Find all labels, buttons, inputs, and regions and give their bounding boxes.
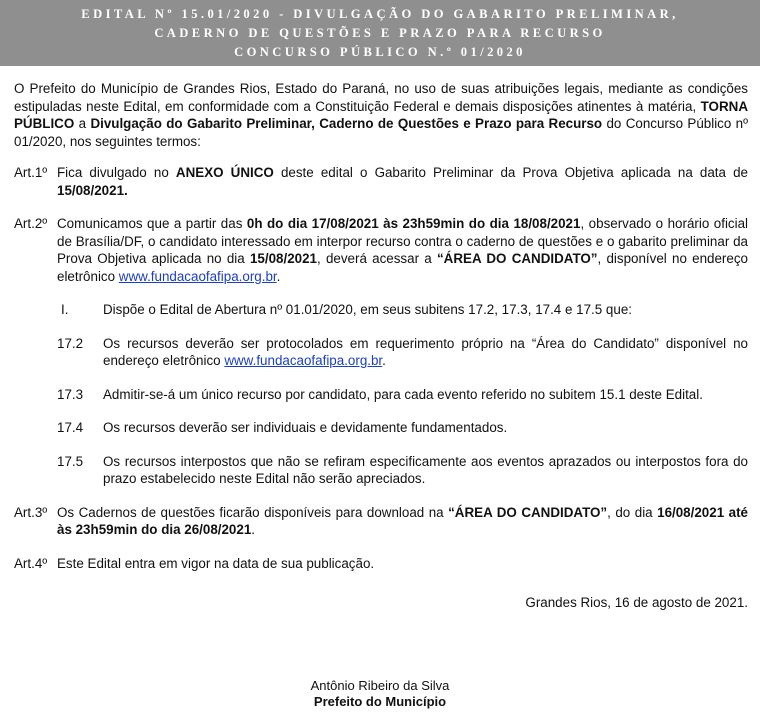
intro-text: do Concurso Público nº 01/2020, nos seguintes termos: bbox=[14, 116, 749, 149]
article-text-part: Fica divulgado no bbox=[57, 165, 176, 180]
fundacao-link[interactable]: www.fundacaofafipa.org.br bbox=[224, 353, 383, 368]
article-text-part: , observado o horário oficial de Brasília/DF, o candidato interessado em interpor recurso contra o caderno de questões e o gabarito preliminar da Prova Objetiva aplicada no dia bbox=[57, 216, 749, 266]
subitem-text: Dispõe o Edital de Abertura nº 01.01/2020, em seus subitens 17.2, 17.3, 17.4 e 17.5 que: bbox=[103, 302, 632, 317]
header-line-1: EDITAL Nº 15.01/2020 - DIVULGAÇÃO DO GABARITO PRELIMINAR, bbox=[81, 7, 679, 21]
article-text-part: deste edital o Gabarito Preliminar da Prova Objetiva aplicada na data de bbox=[273, 165, 748, 180]
fundacao-link[interactable]: www.fundacaofafipa.org.br bbox=[118, 268, 277, 284]
article-bold: “ÁREA DO CANDIDATO” bbox=[448, 504, 608, 520]
article-bold: ANEXO ÚNICO bbox=[175, 165, 274, 180]
article-text-part: Os Cadernos de questões ficarão disponíveis para download na bbox=[57, 504, 449, 520]
article-2 bbox=[14, 215, 748, 285]
subitem-17-5 bbox=[57, 453, 748, 488]
signature-block bbox=[0, 678, 760, 710]
subitem-text: Os recursos deverão ser individuais e devidamente fundamentados. bbox=[103, 420, 508, 435]
article-1 bbox=[14, 164, 748, 199]
subitem-text-part: . bbox=[382, 353, 386, 368]
article-number: Art.3º bbox=[14, 504, 48, 520]
subitem-text bbox=[103, 335, 748, 370]
subitem-number: 17.3 bbox=[57, 386, 84, 402]
article-number: Art.1º bbox=[14, 165, 48, 180]
subitem-number: 17.4 bbox=[57, 420, 84, 435]
article-bold: 15/08/2021. bbox=[57, 182, 128, 198]
article-3 bbox=[14, 504, 748, 539]
article-text bbox=[57, 164, 748, 199]
article-bold: “ÁREA DO CANDIDATO” bbox=[436, 251, 598, 266]
signatory-role: Prefeito do Município bbox=[313, 694, 447, 709]
subitem-17-3 bbox=[57, 386, 748, 404]
intro-bold: Divulgação do Gabarito Preliminar, Caderno de Questões e Prazo para Recurso bbox=[90, 116, 603, 131]
subitem-text: Admitir-se-á um único recurso por candidato, para cada evento referido no subitem 15.1 deste Edital. bbox=[103, 386, 703, 402]
subitem-17-2 bbox=[57, 335, 748, 370]
article-text-part: , deverá acessar a bbox=[317, 251, 437, 266]
article-number: Art.2º bbox=[14, 216, 48, 231]
intro-text: O Prefeito do Município de Grandes Rios, Estado do Paraná, no uso de suas atribuições legais, mediante as condições estipuladas neste Edital, em conformidade com a Constituição Federal e demais disposições atinentes à matéria, bbox=[14, 81, 748, 114]
intro-bold: TORNA PÚBLICO bbox=[14, 98, 748, 131]
article-text bbox=[57, 504, 748, 539]
document-body bbox=[14, 80, 748, 612]
subitem-number: 17.2 bbox=[57, 335, 84, 351]
article-text bbox=[57, 215, 748, 285]
document-date: Grandes Rios, 16 de agosto de 2021. bbox=[525, 595, 748, 610]
signatory-name: Antônio Ribeiro da Silva bbox=[310, 678, 450, 693]
document-header bbox=[0, 0, 760, 66]
subitem-number: I. bbox=[61, 302, 69, 317]
article-bold: 0h do dia 17/08/2021 às 23h59min do dia 18/08/2021 bbox=[246, 216, 581, 231]
article-4 bbox=[14, 555, 748, 573]
article-bold: 15/08/2021 bbox=[249, 251, 317, 266]
header-line-2: CADERNO DE QUESTÕES E PRAZO PARA RECURSO bbox=[154, 26, 606, 40]
article-bold: 16/08/2021 até às 23h59min do dia 26/08/2021 bbox=[57, 504, 748, 537]
header-line-3: CONCURSO PÚBLICO N.º 01/2020 bbox=[234, 45, 526, 59]
intro-paragraph bbox=[14, 80, 748, 150]
subitem-text: Os recursos interpostos que não se refiram especificamente aos eventos aprazados ou interpostos fora do prazo estabelecido neste Edital não serão apreciados. bbox=[103, 453, 748, 486]
intro-text: a bbox=[74, 116, 91, 131]
article-number: Art.4º bbox=[14, 555, 48, 571]
article-text: Este Edital entra em vigor na data de sua publicação. bbox=[57, 555, 375, 571]
subitem-text-part: Os recursos deverão ser protocolados em requerimento próprio na “Área do Candidato” disponível no endereço eletrônico bbox=[103, 335, 748, 368]
subitem-17-4 bbox=[57, 419, 748, 437]
article-text-part: . bbox=[251, 522, 256, 537]
subitem-i bbox=[57, 301, 748, 319]
article-text-part: Comunicamos que a partir das bbox=[57, 216, 247, 231]
article-text-part: . bbox=[276, 268, 281, 284]
article-text-part: , disponível no endereço eletrônico bbox=[57, 251, 748, 284]
subitem-number: 17.5 bbox=[57, 453, 84, 469]
article-text-part: , do dia bbox=[607, 504, 658, 520]
